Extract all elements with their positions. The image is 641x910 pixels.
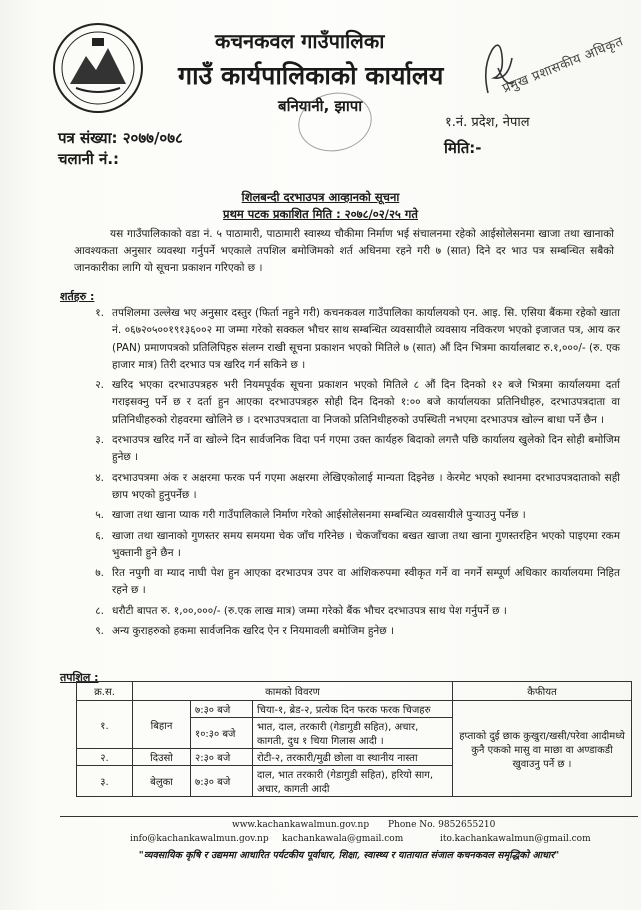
footer-slogan: "व्यवसायिक कृषि र उद्यममा आधारित पर्यटकीय पूर्वाधार, शिक्षा, स्वास्थ्य र यातायात संजाल कचनकवल समृद्धिको आधार" — [138, 850, 560, 861]
footer-email-info: info@kachankawalmun.gov.np — [130, 834, 269, 844]
notice-intro: यस गाउँपालिकाको वडा नं. ५ पाठामारी, पाठामारी स्वास्थ्य चौकीमा निर्माण भई संचालनमा रहेको आईसोलेसनमा खाजा तथा खानाको आवश्यकता अनुसार व्यवस्था गर्नुपर्ने भएकाले तपशिल बमोजिमको शर्त अधिनमा रहने गरी ७ (सात) दिने दर भाउ पत्र सम्बन्धित सबैको जानकारीका लागि यो सूचना प्रकाशन गरिएको छ । — [74, 228, 614, 274]
table-row: १०:३० बजे भात, दाल, तरकारी (गेडागुडी सहित), अचार, कागती, दुध १ चिया गिलास आदी । — [77, 718, 632, 749]
list-item: ८. धरौटी बापत रु. १,००,०००/- (रु.एक लाख मात्र) जम्मा गरेको बैंक भौचर दरभाउपत्र साथ पेश गर्नुपर्ने छ । — [95, 604, 507, 617]
org-name-line2: गाउँ कार्यपालिकाको कार्यालय — [178, 61, 444, 90]
terms-heading: शर्तहरु : — [60, 290, 95, 303]
list-item: ४. दरभाउपत्रमा अंक र अक्षरमा फरक पर्न गएमा अक्षरमा लेखिएकोलाई मान्यता दिइनेछ । केरमेट भएको स्थानमा दरभाउपत्रदाताको सही छाप भएको हुनुपर्नेछ । — [95, 471, 620, 501]
table-header-row — [77, 682, 632, 701]
footer-email-ito: ito.kachankawalmun@gmail.com — [440, 834, 591, 844]
footer-website: www.kachankawalmun.gov.np — [232, 820, 370, 830]
schedule-table — [76, 681, 632, 797]
terms-list — [60, 305, 620, 643]
province-address: १.नं. प्रदेश, नेपाल — [445, 115, 530, 130]
org-name-line1: कचनकवल गाउँपालिका — [215, 29, 385, 53]
nepal-emblem-logo — [52, 22, 144, 114]
remarks-cell: हप्ताको दुई छाक कुखुरा/खसी/परेवा आदीमध्ये कुनै एकको मासु वा माछा वा अण्डाकडी खुवाउनु पर्ने छ । — [453, 701, 632, 797]
list-item: २. खरिद भएका दरभाउपत्रहरु भरी नियमपूर्वक सूचना प्रकाशन भएको मितिले ८ औं दिन दिनको १२ बजे भित्रमा कार्यालयमा दर्ता गराइसक्नु पर्ने छ र दर्ता हुन आएका दरभाउपत्रहरु सोही दिन दिनको १:०० बजे कार्यालयका प्रतिनिधीहरु, दरभाउपत्रदाता वा प्रतिनिधीहरुको रोहवरमा खोलिने छ । दरभाउपत्रदाता वा निजको प्रतिनिधीहरुको उपस्थिती नभएमा दरभाउपत्र खोल्न बाधा पर्ने छैन । — [95, 379, 620, 426]
notice-title: शिलबन्दी दरभाउपत्र आव्हानको सूचना — [241, 190, 400, 204]
table-row: ३. बेलुका ७:३० बजे दाल, भात तरकारी (गेडागुडी सहित), हरियो साग, अचार, कागती आदी — [77, 766, 632, 797]
org-location: बनियानी, झापा — [278, 97, 363, 115]
list-item: ७. रित नपुगी वा म्याद नाघी पेश हुन आएका दरभाउपत्र उपर वा आंशिकरुपमा स्वीकृत गर्ने वा नगर्ने सम्पूर्ण अधिकार कार्यालयमा निहित रहने छ । — [95, 567, 620, 597]
list-item: ९. अन्य कुराहरुको हकमा सार्वजनिक खरिद ऐन र नियमावली बमोजिम हुनेछ । — [95, 625, 394, 638]
list-item: ५. खाजा तथा खाना प्याक गरी गाउँपालिकाले निर्माण गरेको आईसोलेसनमा सम्बन्धित व्यवसायीले पुऱ्याउनु पर्नेछ । — [95, 509, 526, 522]
col-sn: क्र.स. — [77, 682, 133, 701]
date-label: मिति:- — [444, 139, 482, 157]
footer-email-gmail: kachankawala@gmail.com — [282, 834, 404, 844]
list-item: ३. दरभाउपत्र खरिद गर्ने वा खोल्ने दिन सार्वजनिक विदा पर्न गएमा उक्त कार्यहरु बिदाको लगत्तै पछि कार्यालय खुलेको दिन सोही बमोजिम हुनेछ । — [95, 434, 620, 464]
col-details: कामको विवरण — [133, 682, 453, 701]
footer-divider — [60, 816, 638, 817]
list-item: ६. खाजा तथा खानाको गुणस्तर समय समयमा चेक जाँच गरिनेछ । चेकजाँचका बखत खाजा तथा खाना गुणस्तरहिन भएको पाइएमा रकम भुक्तानी हुने छैन । — [95, 529, 620, 559]
notice-subtitle: प्रथम पटक प्रकाशित मिति : २०७८/०२/२५ गते — [223, 207, 418, 221]
dispatch-number: चलानी नं.: — [58, 150, 120, 168]
officer-stamp: प्रमुख प्रशासकीय अधिकृत — [500, 34, 626, 97]
letter-reference-number: पत्र संख्या: २०७७/०७८ — [58, 129, 183, 147]
col-remarks: कैफीयत — [453, 682, 632, 701]
footer-phone: Phone No. 9852655210 — [388, 820, 496, 830]
schedule-heading: तपशिल : — [60, 671, 99, 684]
table-row: १. बिहान ७:३० बजे चिया-१, ब्रेड-२, प्रत्येक दिन फरक फरक चिजहरु हप्ताको दुई छाक कुखुरा/खसी/परेवा आदीमध्ये कुनै एकको मासु वा माछा वा अण्डाकडी खुवाउनु पर्ने छ । — [77, 701, 632, 718]
table-row: २. दिउसो २:३० बजे रोटी-२, तरकारी/मुढी छोला वा स्थानीय नास्ता — [77, 749, 632, 766]
list-item: १. तपशिलमा उल्लेख भए अनुसार दस्तुर (फिर्ता नहुने गरी) कचनकवल गाउँपालिका कार्यालयको एन. आइ. सि. एसिया बैंकमा रहेको खाता नं. ०६७२०५००१९१३६००२ मा जम्मा गरेको सक्कल भौचर साथ सम्बन्धित व्यवसायीले व्यवसाय नविकरण भएको इजाजत पत्र, आय कर (PAN) प्रमाणपत्रको प्रतिलिपिहरु संलग्न राखी सूचना प्रकाशन भएको मितिले ७ (सात) औं दिन भित्रमा कार्यालबाट रु.१,०००/- (रु. एक हाजार मात्र) तिरी दरभाउ पत्र खरिद गर्न सकिने छ । — [95, 307, 620, 371]
